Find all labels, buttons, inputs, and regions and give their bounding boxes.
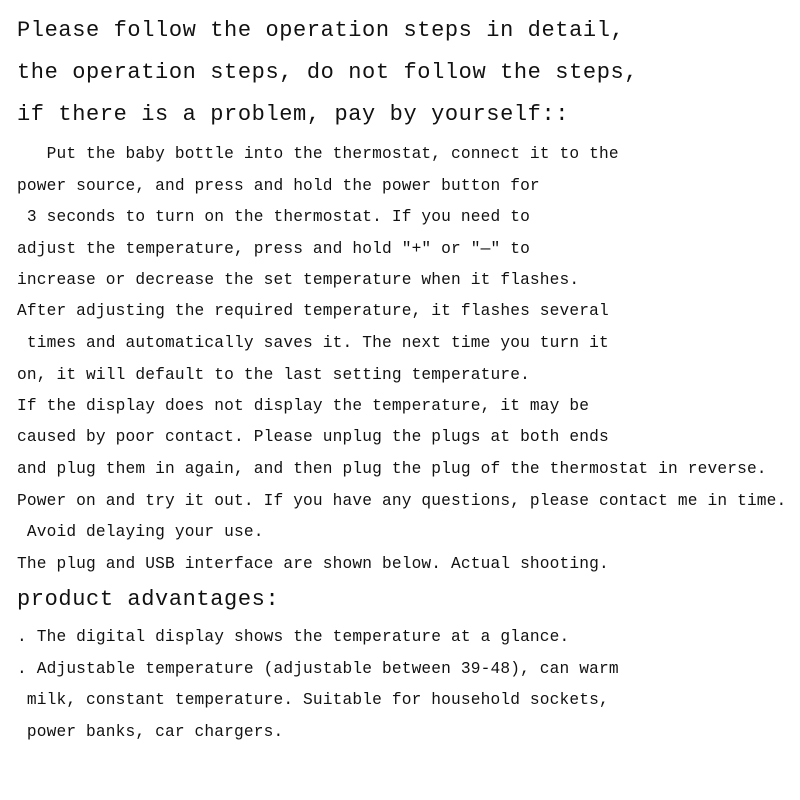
intro-line: Please follow the operation steps in detail, [17, 18, 625, 43]
advantage-line: milk, constant temperature. Suitable for household sockets, [17, 691, 609, 709]
instruction-line: 3 seconds to turn on the thermostat. If you need to [17, 208, 530, 226]
instruction-line: If the display does not display the temperature, it may be [17, 397, 590, 415]
intro-line: if there is a problem, pay by yourself:: [17, 102, 570, 127]
instruction-line: The plug and USB interface are shown below. Actual shooting. [17, 555, 609, 573]
instruction-line: on, it will default to the last setting temperature. [17, 366, 530, 384]
instruction-line: and plug them in again, and then plug the plug of the thermostat in reverse. [17, 460, 767, 478]
instruction-line: After adjusting the required temperature, it flashes several [17, 302, 609, 320]
instruction-line: adjust the temperature, press and hold "+" or "—" to [17, 240, 530, 258]
advantages-heading: product advantages: [17, 587, 280, 612]
advantage-line: . The digital display shows the temperature at a glance. [17, 628, 570, 646]
instruction-line: Avoid delaying your use. [17, 523, 264, 541]
instruction-line: Power on and try it out. If you have any questions, please contact me in time. [17, 492, 787, 510]
instruction-line: times and automatically saves it. The next time you turn it [17, 334, 609, 352]
instruction-line: caused by poor contact. Please unplug the plugs at both ends [17, 428, 609, 446]
instruction-line: increase or decrease the set temperature when it flashes. [17, 271, 580, 289]
advantage-line: . Adjustable temperature (adjustable between 39-48), can warm [17, 660, 619, 678]
instruction-line: power source, and press and hold the power button for [17, 177, 540, 195]
advantage-line: power banks, car chargers. [17, 723, 284, 741]
intro-line: the operation steps, do not follow the steps, [17, 60, 639, 85]
instruction-line: Put the baby bottle into the thermostat, connect it to the [17, 145, 619, 163]
